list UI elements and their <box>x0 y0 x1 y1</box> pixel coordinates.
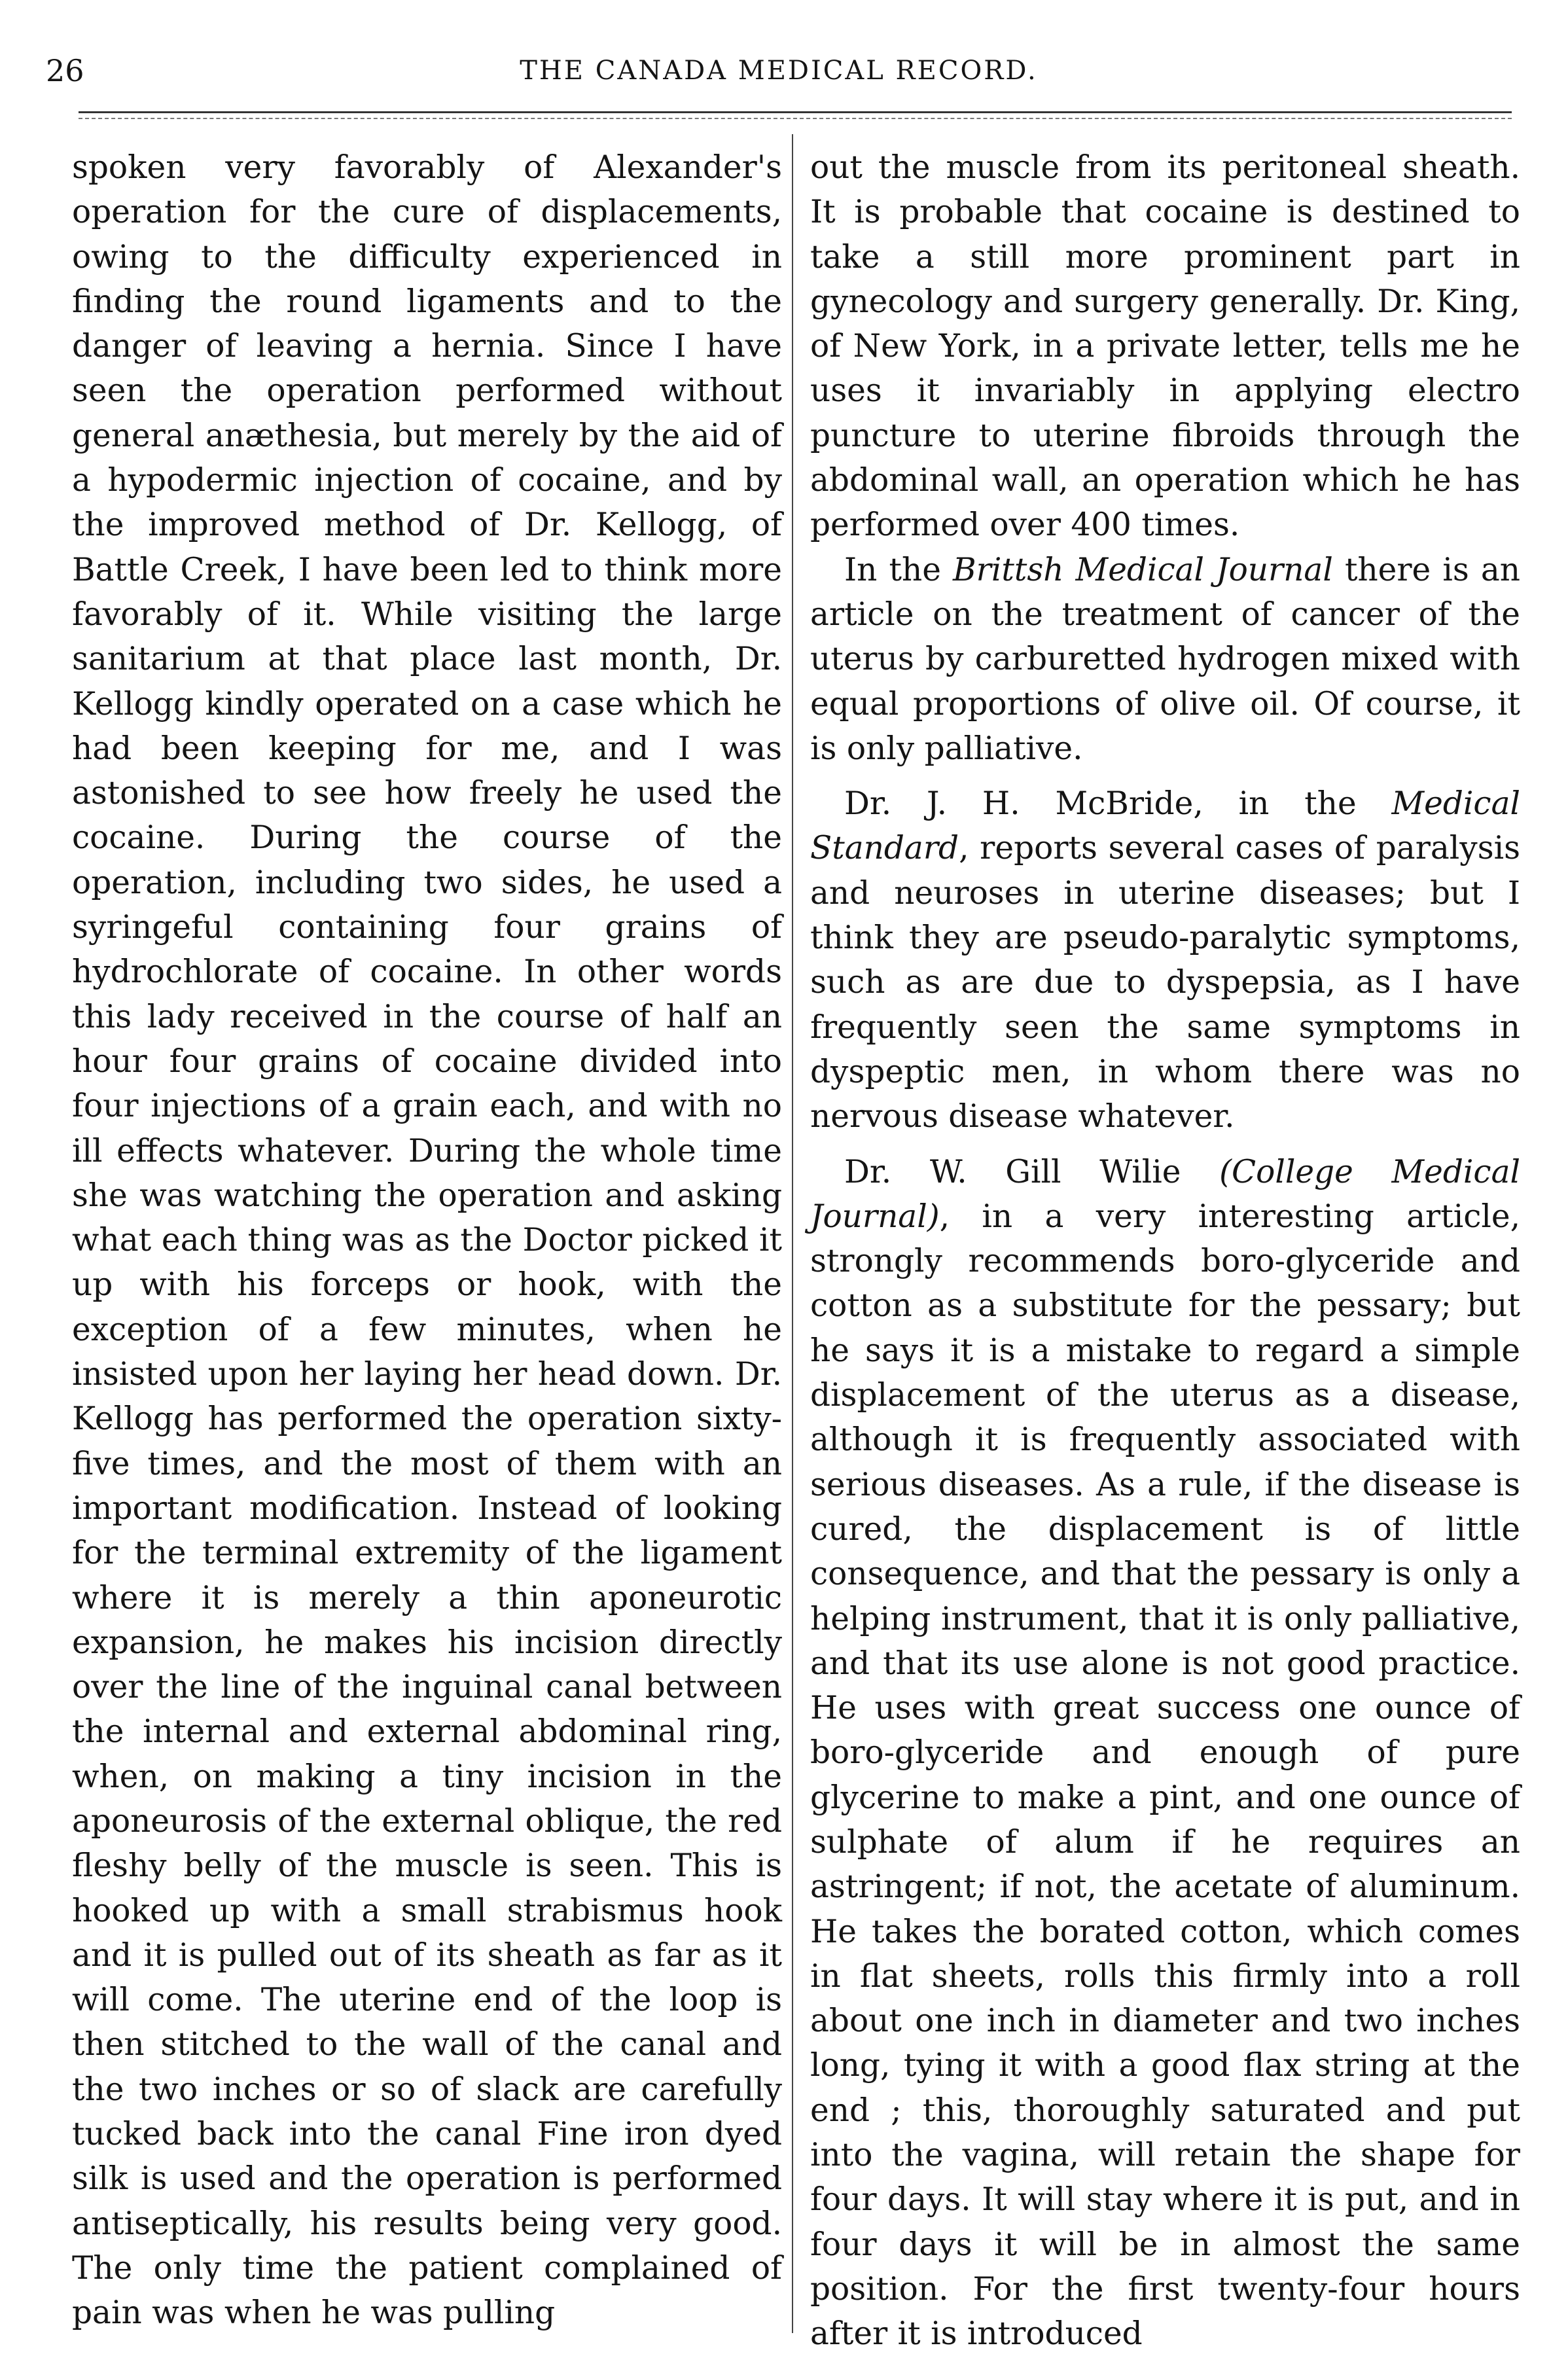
right-paragraph-2 <box>810 548 1520 771</box>
paragraph-2-body-text: there is an article on the treatment of cancer of the uterus by carburetted hydrogen mixed with equal proportions of olive oil. Of course, it is only palliative. <box>810 551 1520 767</box>
paragraph-4-lead-text: Dr. W. Gill Wilie <box>844 1153 1220 1190</box>
running-header <box>46 51 1512 90</box>
paragraph-3-body-text: , reports several cases of paralysis and neuroses in uterine diseases; but I think they are pseudo-paralytic symptoms, such as are due to dyspepsia, as I have frequently seen the same symptoms in dyspeptic men, in whom there was no nervous disease whatever. <box>810 830 1520 1135</box>
left-paragraph-1: spoken very favorably of Alexander's operation for the cure of displacements, owing to the difficulty experienced in finding the round ligaments and to the danger of leaving a hernia. Since I have seen the operation performed without general anæthesia, but merely by the aid of a hypodermic injection of cocaine, and by the improved method of Dr. Kellogg, of Battle Creek, I have been led to think more favorably of it. While visiting the large sanitarium at that place last month, Dr. Kellogg kindly operated on a case which he had been keeping for me, and I was astonished to see how freely he used the cocaine. During the course of the operation, including two sides, he used a syringeful containing four grains of hydrochlorate of cocaine. In other words this lady received in the course of half an hour four grains of cocaine divided into four injections of a grain each, and with no ill effects whatever. During the whole time she was watching the operation and asking what each thing was as the Doctor picked it up with his forceps or hook, with the exception of a few minutes, when he insisted upon her laying her head down. Dr. Kellogg has performed the operation sixty-five times, and the most of them with an important modification. Instead of looking for the terminal extremity of the ligament where it is merely a thin aponeurotic expansion, he makes his incision directly over the line of the inguinal canal between the internal and external abdominal ring, when, on making a tiny incision in the aponeurosis of the external oblique, the red fleshy belly of the muscle is seen. This is hooked up with a small strabismus hook and it is pulled out of its sheath as far as it will come. The uterine end of the loop is then stitched to the wall of the canal and the two inches or so of slack are carefully tucked back into the canal Fine iron dyed silk is used and the operation is performed antiseptically, his results being very good. The only time the patient complained of pain was when he was pulling <box>72 149 782 2332</box>
page-number: 26 <box>46 53 84 88</box>
journal-name-medical-standard: Medical Standard <box>810 785 1520 867</box>
header-rule <box>79 111 1512 113</box>
journal-name-college-medical-journal: (College Medical Journal) <box>810 1153 1521 1235</box>
left-column <box>72 145 782 2331</box>
column-divider <box>792 134 793 2333</box>
journal-title: THE CANADA MEDICAL RECORD. <box>520 56 1038 86</box>
paragraph-3-lead-text: Dr. J. H. McBride, in the <box>844 785 1392 823</box>
journal-name-british-medical-journal: Brittsh Medical Journal <box>953 551 1333 588</box>
right-paragraph-4 <box>810 1150 1520 2357</box>
paragraph-2-lead-text: In the <box>844 551 953 588</box>
paragraph-4-body-text: , in a very interesting article, strongly recommends boro-glyceride and cotton as a substitute for the pessary; but he says it is a mistake to regard a simple displacement of the uterus as a disease, although it is frequently associated with serious diseases. As a rule, if the disease is cured, the displacement is of little consequence, and that the pessary is only a helping instrument, that it is only palliative, and that its use alone is not good practice. He uses with great success one ounce of boro-glyceride and enough of pure glycerine to make a pint, and one ounce of sulphate of alum if he requires an astringent; if not, the acetate of aluminum. He takes the borated cotton, which comes in flat sheets, rolls this firmly into a roll about one inch in diameter and two inches long, tying it with a good flax string at the end ; this, thoroughly saturated and put into the vagina, will retain the shape for four days. It will stay where it is put, and in four days it will be in almost the same position. For the first twenty-four hours after it is introduced <box>810 1198 1520 2353</box>
right-column <box>810 145 1521 2353</box>
right-paragraph-3 <box>810 781 1520 1139</box>
header-rule-dashed <box>79 118 1512 119</box>
right-paragraph-1: out the muscle from its peritoneal sheath. It is probable that cocaine is destined to take a still more prominent part in gynecology and surgery generally. Dr. King, of New York, in a private letter, tells me he uses it invariably in applying electro puncture to uterine fibroids through the abdominal wall, an operation which he has performed over 400 times. <box>810 149 1520 544</box>
